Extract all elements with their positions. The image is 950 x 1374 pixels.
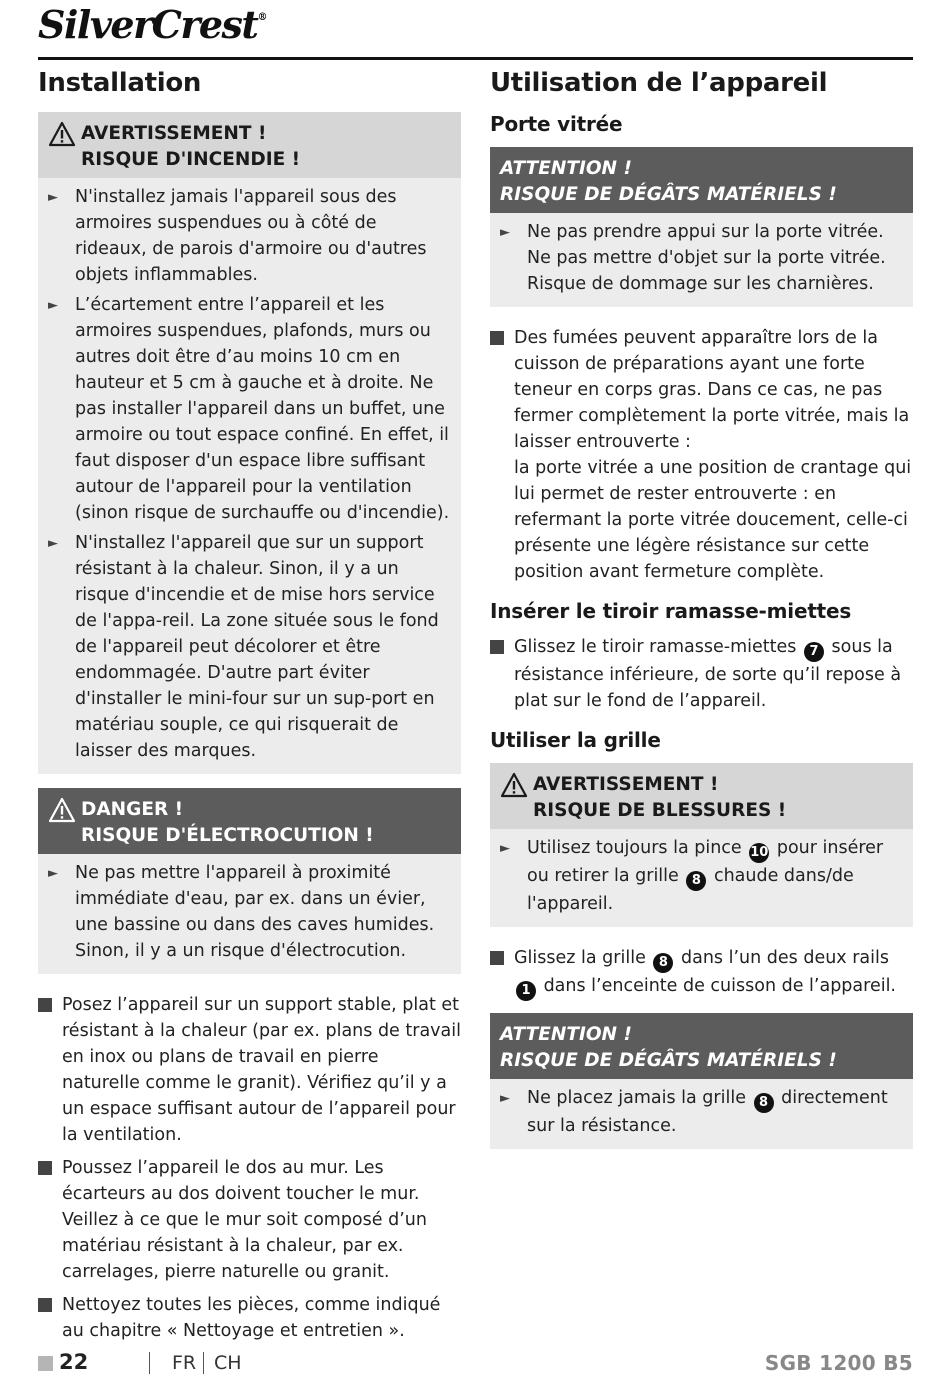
part-number-badge: 8	[686, 871, 706, 891]
attention-line2: RISQUE DE DÉGÂTS MATÉRIELS !	[500, 1050, 837, 1071]
list-item: Des fumées peuvent apparaître lors de la cuisson de préparations ayant une forte teneur en corps gras. Dans ce cas, ne pas fermer complètement la porte vitrée, mais la laisser entrouverte : la porte vitrée a une position de crantage qui lui permet de rester entrouverte : en refermant la porte vitrée doucement, celle-ci présente une légère résistance sur cette position avant fermeture complète.	[490, 325, 913, 585]
square-bullet-icon	[490, 331, 504, 345]
subheading-porte-vitree: Porte vitrée	[490, 112, 623, 136]
danger-box-body	[38, 854, 461, 974]
square-bullet-icon	[38, 1161, 52, 1175]
arrow-bullet-icon: ►	[48, 298, 58, 313]
attention-box-header	[490, 147, 913, 213]
right-column	[490, 68, 913, 1163]
section-title-utilisation: Utilisation de l’appareil	[490, 68, 828, 98]
list-item: Poussez l’appareil le dos au mur. Les écarteurs au dos doivent toucher le mur. Veillez à ce que le mur soit composé d’un matériau résistant à la chaleur, par ex. carrelages, pierre naturelle ou granit.	[38, 1155, 461, 1285]
warning-box-body	[38, 178, 461, 774]
attention-box-body	[490, 1079, 913, 1149]
list-item: Glissez le tiroir ramasse-miettes 7 sous la résistance inférieure, de sorte qu’il repose à plat sur le fond de l’appareil.	[490, 634, 913, 714]
part-number-badge: 10	[749, 843, 769, 863]
list-item: Glissez la grille 8 dans l’un des deux rails 1 dans l’enceinte de cuisson de l’appareil.	[490, 945, 913, 1001]
warning-line2: RISQUE D'INCENDIE !	[81, 149, 301, 170]
list-item: ► Ne pas prendre appui sur la porte vitrée. Ne pas mettre d'objet sur la porte vitrée. Risque de dommage sur les charnières.	[500, 219, 903, 297]
attention-box-header	[490, 1013, 913, 1079]
part-number-badge: 8	[754, 1093, 774, 1113]
list-item: ► Ne placez jamais la grille 8 directement sur la résistance.	[500, 1085, 903, 1139]
divider	[149, 1352, 150, 1374]
section-title-installation: Installation	[38, 68, 202, 98]
brand-logo: SilverCrest®	[38, 2, 268, 47]
part-number-badge: 7	[804, 642, 824, 662]
subheading-tiroir: Insérer le tiroir ramasse-miettes	[490, 599, 852, 623]
danger-line1: DANGER !	[81, 799, 184, 820]
list-item: ► Ne pas mettre l'appareil à proximité immédiate d'eau, par ex. dans un évier, une bassine ou dans des caves humides. Sinon, il y a un risque d'électrocution.	[48, 860, 451, 964]
danger-line2: RISQUE D'ÉLECTROCUTION !	[81, 825, 374, 846]
arrow-bullet-icon: ►	[500, 225, 510, 240]
list-item: Nettoyez toutes les pièces, comme indiqué au chapitre « Nettoyage et entretien ».	[38, 1292, 461, 1344]
square-bullet-icon	[38, 998, 52, 1012]
part-number-badge: 1	[516, 981, 536, 1001]
danger-box-header	[38, 788, 461, 854]
warning-triangle-icon	[500, 772, 528, 798]
part-number-badge: 8	[653, 953, 673, 973]
arrow-bullet-icon: ►	[500, 1091, 510, 1106]
warning-triangle-icon	[48, 797, 76, 823]
attention-box-door	[490, 147, 913, 307]
warning-box-body	[490, 829, 913, 927]
header-rule	[38, 57, 913, 60]
list-item: ► N'installez jamais l'appareil sous des armoires suspendues ou à côté de rideaux, de parois d'armoire ou d'autres objets inflammables.	[48, 184, 451, 288]
list-item: ► N'installez l'appareil que sur un support résistant à la chaleur. Sinon, il y a un risque d'incendie et de mise hors service de l'appa-reil. La zone située sous le fond de l'appareil peut décolorer et être endommagée. D'autre part éviter d'installer le mini-four sur un sup-port en matériau souple, ce qui risquerait de laisser des marques.	[48, 530, 451, 764]
warning-box-injury	[490, 763, 913, 927]
warning-box-header	[38, 112, 461, 178]
arrow-bullet-icon: ►	[500, 841, 510, 856]
divider	[203, 1352, 204, 1374]
list-item: ► Utilisez toujours la pince 10 pour insérer ou retirer la grille 8 chaude dans/de l'appareil.	[500, 835, 903, 917]
subheading-grille: Utiliser la grille	[490, 728, 661, 752]
attention-line2: RISQUE DE DÉGÂTS MATÉRIELS !	[500, 184, 837, 205]
warning-box-fire	[38, 112, 461, 774]
warning-triangle-icon	[48, 121, 76, 147]
warning-line1: AVERTISSEMENT !	[81, 123, 267, 144]
warning-box-header	[490, 763, 913, 829]
page-number: 22	[59, 1350, 89, 1374]
attention-box-grille	[490, 1013, 913, 1149]
warning-line2: RISQUE DE BLESSURES !	[533, 800, 787, 821]
language-code: FR	[172, 1352, 197, 1374]
warning-line1: AVERTISSEMENT !	[533, 774, 719, 795]
square-bullet-icon	[490, 640, 504, 654]
attention-line1: ATTENTION !	[500, 1024, 632, 1045]
attention-line1: ATTENTION !	[500, 158, 632, 179]
country-code: CH	[214, 1352, 242, 1374]
arrow-bullet-icon: ►	[48, 866, 58, 881]
list-item: Posez l’appareil sur un support stable, plat et résistant à la chaleur (par ex. plans de travail en inox ou plans de travail en pierre naturelle comme le granit). Vérifiez qu’il y a un espace suffisant autour de l’appareil pour la ventilation.	[38, 992, 461, 1148]
attention-box-body	[490, 213, 913, 307]
arrow-bullet-icon: ►	[48, 536, 58, 551]
left-column	[38, 68, 461, 1351]
square-bullet-icon	[490, 951, 504, 965]
list-item: ► L’écartement entre l’appareil et les armoires suspendues, plafonds, murs ou autres doit être d’au moins 10 cm en hauteur et 5 cm à gauche et à droite. Ne pas installer l'appareil dans un buffet, une armoire ou tout espace confiné. En effet, il faut disposer d'un espace libre suffisant autour de l'appareil pour la ventilation (sinon risque de surchauffe ou d'incendie).	[48, 292, 451, 526]
page-footer	[38, 1352, 913, 1374]
danger-box-electrocution	[38, 788, 461, 974]
arrow-bullet-icon: ►	[48, 190, 58, 205]
model-number: SGB 1200 B5	[764, 1351, 913, 1374]
page-marker-icon	[38, 1356, 53, 1371]
square-bullet-icon	[38, 1298, 52, 1312]
